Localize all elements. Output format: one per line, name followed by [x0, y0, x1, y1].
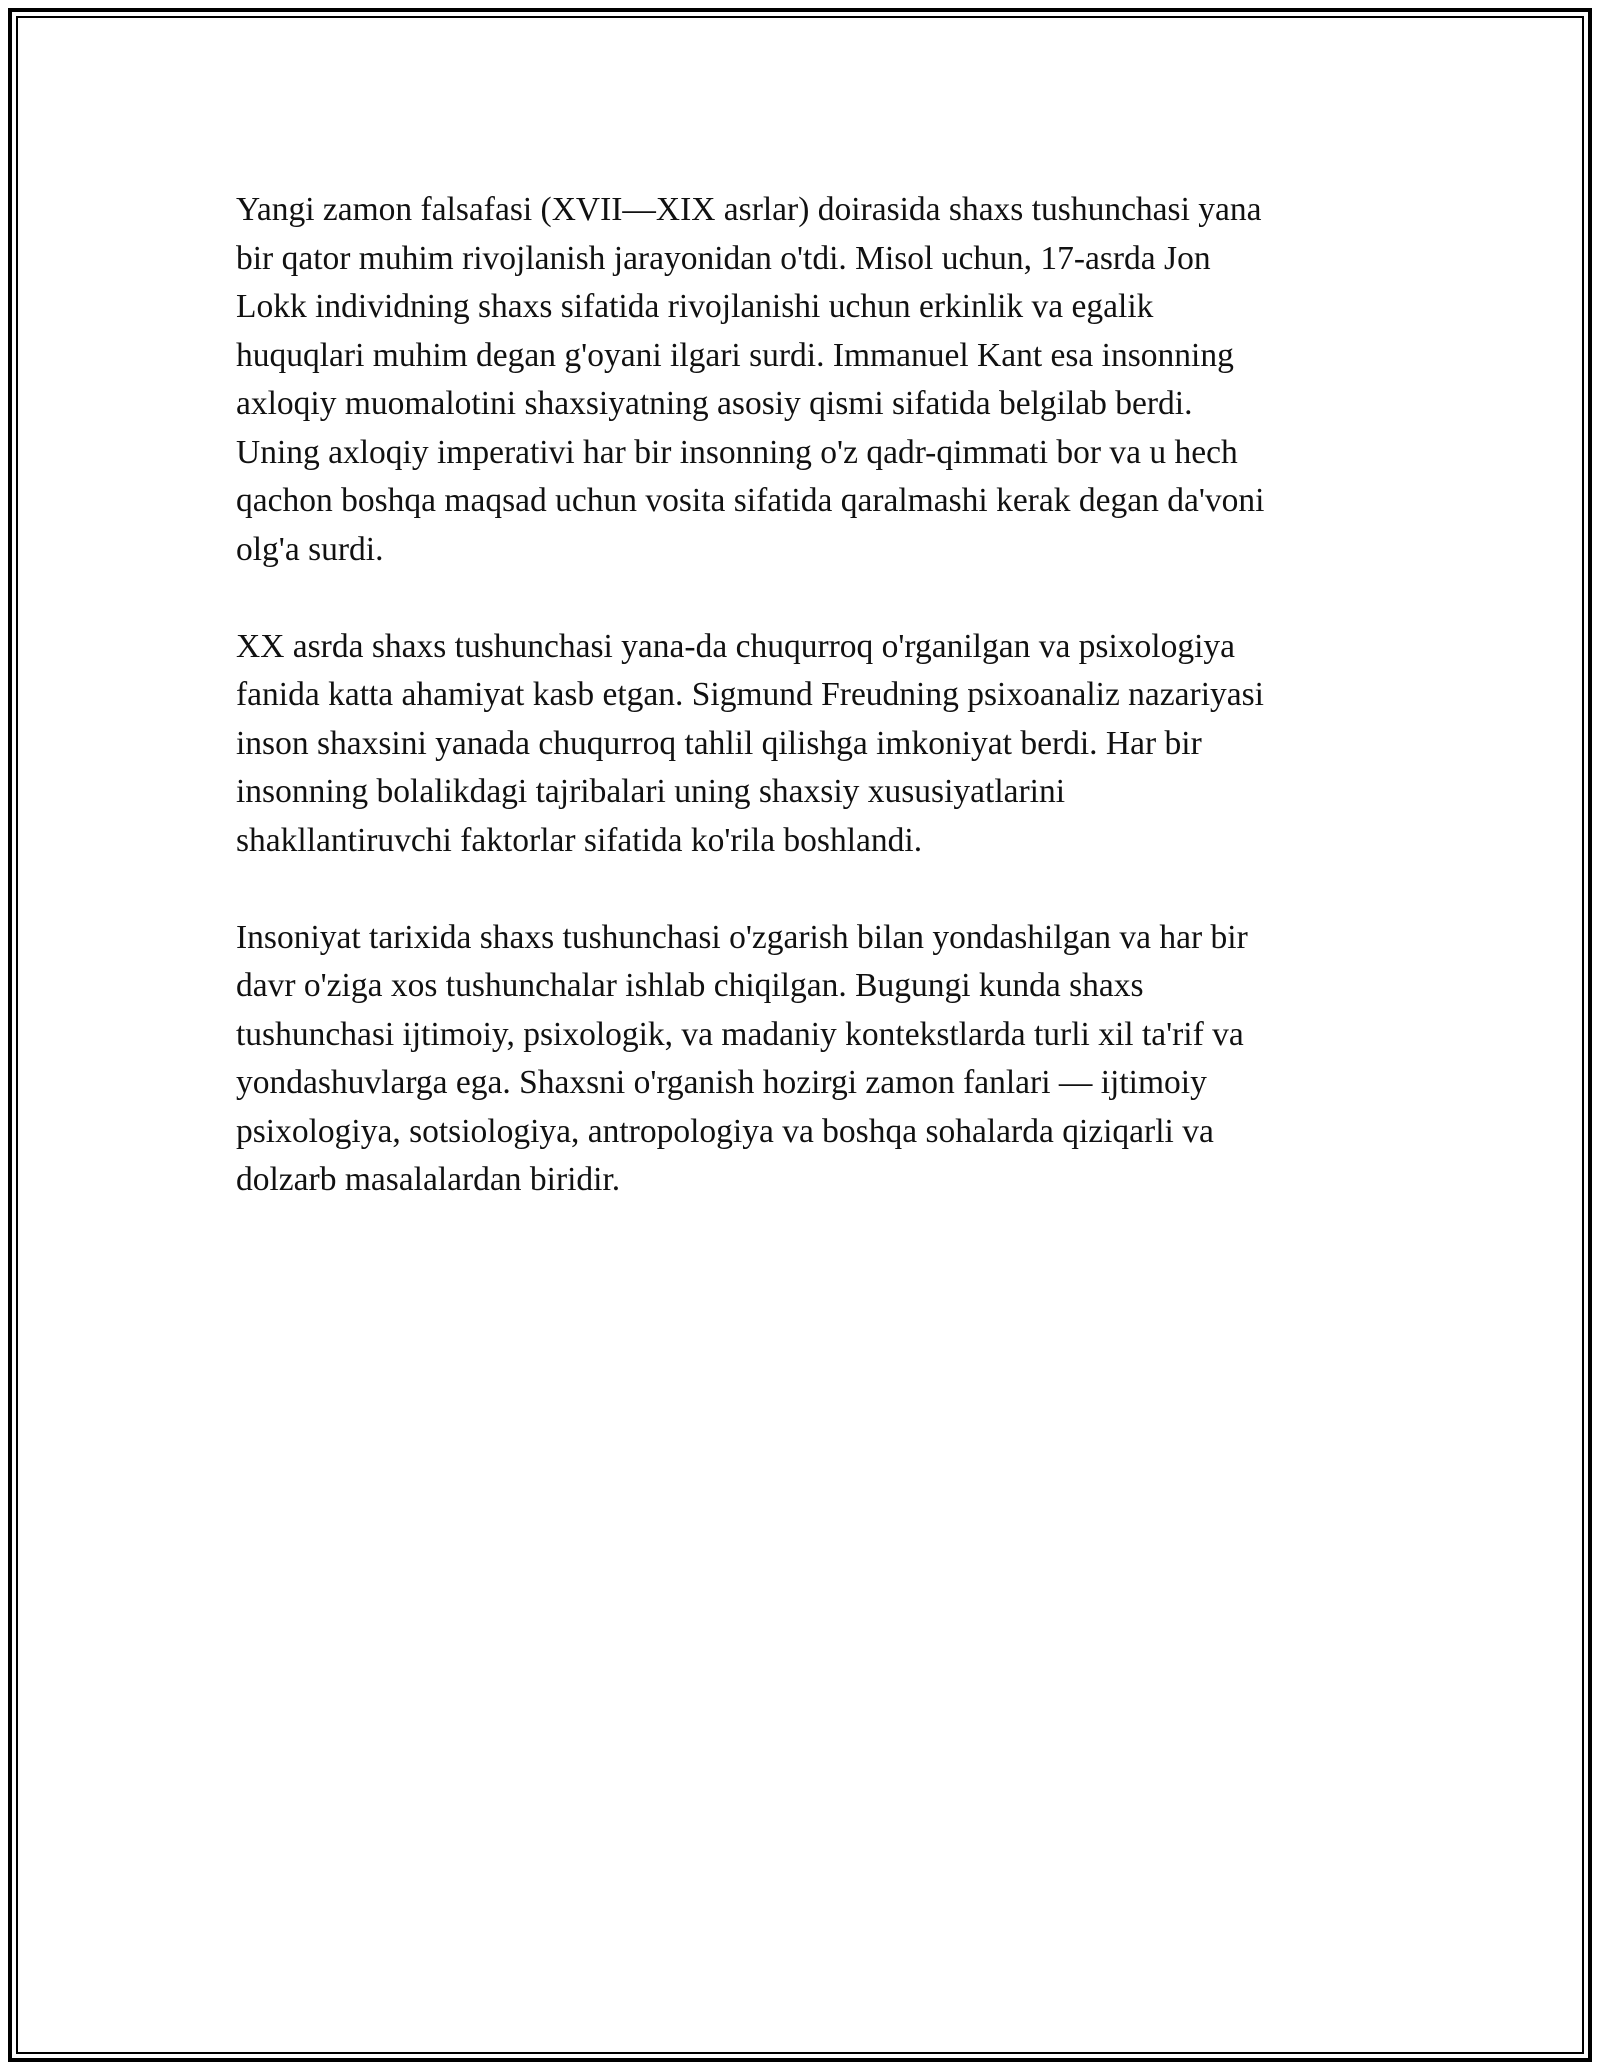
text-line: fanida katta ahamiyat kasb etgan. Sigmund Freudning psixoanaliz nazariyasi: [236, 676, 1264, 713]
paragraph-2: [236, 623, 1366, 866]
text-line: Lokk individning shaxs sifatida rivojlanishi uchun erkinlik va egalik: [236, 288, 1154, 325]
text-line: olg'a surdi.: [236, 530, 384, 568]
text-line: yondashuvlarga ega. Shaxsni o'rganish hozirgi zamon fanlari — ijtimoiy: [236, 1064, 1207, 1101]
text-line: qachon boshqa maqsad uchun vosita sifatida qaralmashi kerak degan da'voni: [236, 482, 1265, 519]
paragraph-3: [236, 914, 1366, 1205]
text-line: tushunchasi ijtimoiy, psixologik, va madaniy kontekstlarda turli xil ta'rif va: [236, 1015, 1244, 1053]
text-line: psixologiya, sotsiologiya, antropologiya va boshqa sohalarda qiziqarli va: [236, 1112, 1214, 1150]
text-line: insonning bolalikdagi tajribalari uning shaxsiy xususiyatlarini: [236, 773, 1066, 810]
text-line: bir qator muhim rivojlanish jarayonidan o'tdi. Misol uchun, 17-asrda Jon: [236, 239, 1211, 277]
text-line: axloqiy muomalotini shaxsiyatning asosiy qismi sifatida belgilab berdi.: [236, 385, 1193, 422]
paragraph-1: [236, 186, 1366, 574]
text-line: huquqlari muhim degan g'oyani ilgari surdi. Immanuel Kant esa insonning: [236, 336, 1234, 374]
text-line: Yangi zamon falsafasi (XVII—XIX asrlar) doirasida shaxs tushunchasi yana: [236, 191, 1262, 228]
text-line: Insoniyat tarixida shaxs tushunchasi o'zgarish bilan yondashilgan va har bir: [236, 918, 1248, 956]
text-line: dolzarb masalalardan biridir.: [236, 1161, 621, 1198]
text-line: XX asrda shaxs tushunchasi yana-da chuqurroq o'rganilgan va psixologiya: [236, 627, 1236, 665]
text-line: Uning axloqiy imperativi har bir insonning o'z qadr-qimmati bor va u hech: [236, 433, 1238, 471]
document-body: [236, 186, 1366, 1253]
text-line: shakllantiruvchi faktorlar sifatida ko'rila boshlandi.: [236, 821, 923, 859]
text-line: inson shaxsini yanada chuqurroq tahlil qilishga imkoniyat berdi. Har bir: [236, 724, 1202, 762]
text-line: davr o'ziga xos tushunchalar ishlab chiqilgan. Bugungi kunda shaxs: [236, 967, 1144, 1004]
